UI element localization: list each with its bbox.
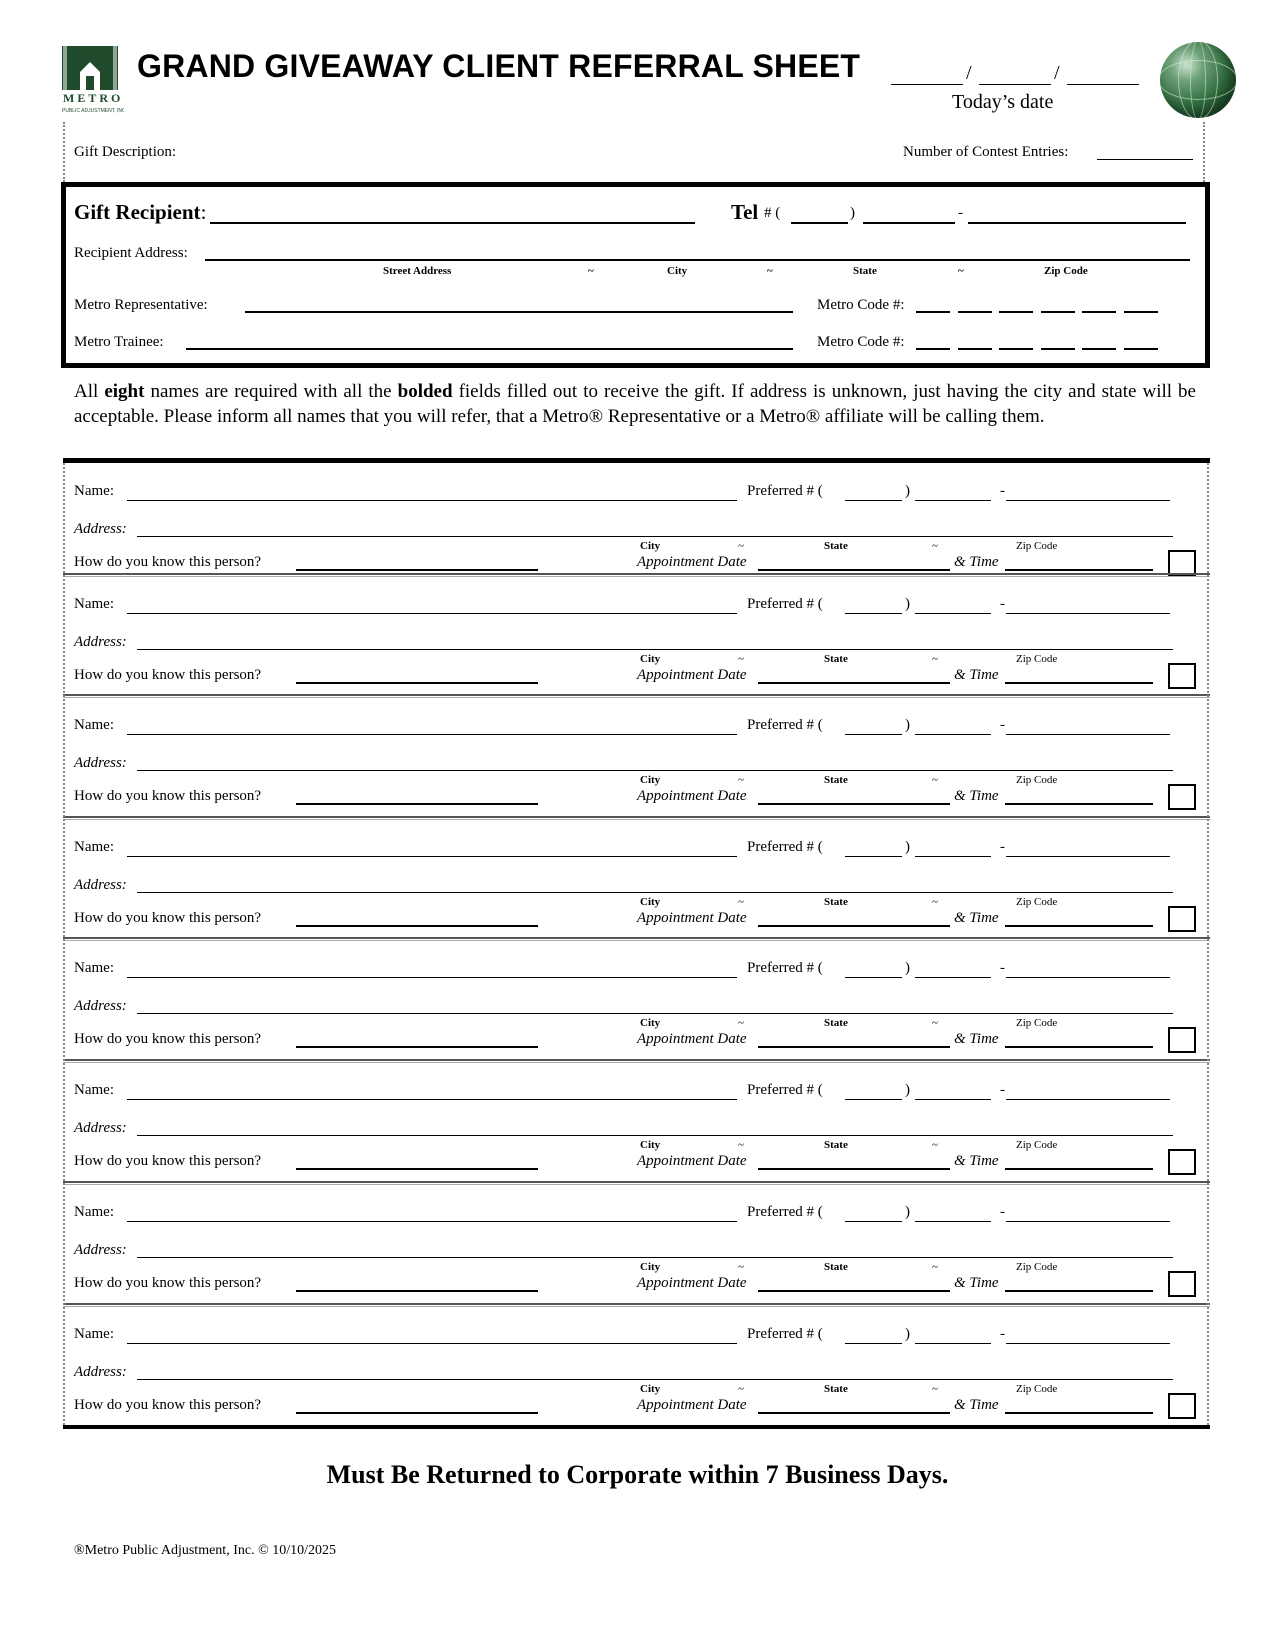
appointment-time-input[interactable]	[1005, 1290, 1153, 1292]
referral-address-input[interactable]	[137, 1257, 1173, 1258]
phone-prefix-input[interactable]	[915, 1099, 991, 1100]
phone-close-paren: )	[905, 839, 910, 855]
tel-line-input[interactable]	[968, 222, 1186, 224]
preferred-phone-label: Preferred # (	[747, 839, 823, 855]
preferred-phone-label: Preferred # (	[747, 483, 823, 499]
appointment-time-input[interactable]	[1005, 925, 1153, 927]
how-know-input[interactable]	[296, 1290, 538, 1292]
caption-state: State	[824, 1383, 848, 1395]
appointment-date-input[interactable]	[758, 1046, 950, 1048]
caption-sep: ~	[738, 1383, 744, 1395]
referral-checkbox[interactable]	[1168, 1271, 1196, 1297]
metro-trainee-label: Metro Trainee:	[74, 334, 164, 350]
caption-sep: ~	[738, 1261, 744, 1273]
metro-house-logo-icon	[62, 46, 124, 114]
gift-description-input[interactable]	[200, 140, 800, 162]
referral-address-input[interactable]	[137, 536, 1173, 537]
referral-address-input[interactable]	[137, 770, 1173, 771]
time-label: & Time	[954, 1397, 999, 1413]
border-dotted-left	[63, 463, 65, 1425]
appointment-date-input[interactable]	[758, 682, 950, 684]
metro-representative-label: Metro Representative:	[74, 297, 208, 313]
phone-area-code-input[interactable]	[845, 613, 902, 614]
copyright-text: ®Metro Public Adjustment, Inc. © 10/10/2025	[74, 1543, 336, 1558]
date-year-field[interactable]	[1067, 84, 1139, 85]
phone-close-paren: )	[905, 1326, 910, 1342]
time-label: & Time	[954, 667, 999, 683]
address-label: Address:	[74, 1242, 127, 1258]
caption-city: City	[640, 653, 661, 665]
caption-zip: Zip Code	[1016, 1139, 1058, 1151]
caption-state: State	[853, 265, 877, 277]
how-know-input[interactable]	[296, 1046, 538, 1048]
tel-hash: # (	[764, 205, 781, 221]
appointment-date-input[interactable]	[758, 569, 950, 571]
address-label: Address:	[74, 755, 127, 771]
how-know-input[interactable]	[296, 569, 538, 571]
phone-area-code-input[interactable]	[845, 977, 902, 978]
phone-line-input[interactable]	[1006, 1221, 1170, 1222]
phone-prefix-input[interactable]	[915, 856, 991, 857]
name-label: Name:	[74, 717, 114, 733]
preferred-phone-label: Preferred # (	[747, 596, 823, 612]
time-label: & Time	[954, 910, 999, 926]
referral-checkbox[interactable]	[1168, 1393, 1196, 1419]
caption-state: State	[824, 540, 848, 552]
referral-name-input[interactable]	[127, 977, 737, 978]
preferred-phone-label: Preferred # (	[747, 1204, 823, 1220]
date-caption: Today’s date	[952, 91, 1054, 113]
border-dotted-right	[1207, 463, 1209, 1425]
metro-representative-input[interactable]	[245, 311, 793, 313]
name-label: Name:	[74, 596, 114, 612]
how-know-input[interactable]	[296, 1412, 538, 1414]
date-month-field[interactable]	[891, 84, 963, 85]
caption-city: City	[640, 1139, 661, 1151]
phone-area-code-input[interactable]	[845, 1221, 902, 1222]
how-know-label: How do you know this person?	[74, 554, 262, 570]
phone-area-code-input[interactable]	[845, 734, 902, 735]
phone-dash: -	[1000, 483, 1005, 499]
phone-close-paren: )	[905, 596, 910, 612]
time-label: & Time	[954, 788, 999, 804]
phone-area-code-input[interactable]	[845, 1099, 902, 1100]
section-divider	[63, 573, 1210, 577]
recipient-address-label: Recipient Address:	[74, 245, 188, 261]
tel-dash: -	[958, 205, 963, 221]
address-label: Address:	[74, 877, 127, 893]
caption-city: City	[640, 1017, 661, 1029]
address-label: Address:	[74, 1120, 127, 1136]
time-label: & Time	[954, 1275, 999, 1291]
phone-dash: -	[1000, 596, 1005, 612]
address-label: Address:	[74, 998, 127, 1014]
caption-zip: Zip Code	[1016, 1261, 1058, 1273]
phone-area-code-input[interactable]	[845, 500, 902, 501]
caption-sep: ~	[932, 896, 938, 908]
name-label: Name:	[74, 839, 114, 855]
metro-code-label: Metro Code #:	[817, 334, 905, 350]
appointment-date-input[interactable]	[758, 1168, 950, 1170]
how-know-input[interactable]	[296, 925, 538, 927]
appointment-time-input[interactable]	[1005, 1046, 1153, 1048]
referral-name-input[interactable]	[127, 1221, 737, 1222]
referral-checkbox[interactable]	[1168, 1149, 1196, 1175]
border-dotted-right	[1203, 122, 1205, 182]
referral-name-input[interactable]	[127, 613, 737, 614]
caption-zip: Zip Code	[1016, 896, 1058, 908]
phone-close-paren: )	[905, 1082, 910, 1098]
referral-name-input[interactable]	[127, 856, 737, 857]
caption-street: Street Address	[383, 265, 452, 277]
gift-description-label: Gift Description:	[74, 144, 177, 160]
referral-checkbox[interactable]	[1168, 906, 1196, 932]
phone-area-code-input[interactable]	[845, 1343, 902, 1344]
caption-state: State	[824, 1139, 848, 1151]
caption-zip: Zip Code	[1016, 774, 1058, 786]
caption-city: City	[640, 1261, 661, 1273]
address-label: Address:	[74, 1364, 127, 1380]
section-divider	[63, 816, 1210, 820]
appointment-time-input[interactable]	[1005, 569, 1153, 571]
phone-line-input[interactable]	[1006, 500, 1170, 501]
appointment-date-label: Appointment Date	[637, 1031, 747, 1047]
globe-icon	[1160, 42, 1236, 118]
phone-prefix-input[interactable]	[915, 500, 991, 501]
referral-checkbox[interactable]	[1168, 784, 1196, 810]
caption-city: City	[640, 1383, 661, 1395]
how-know-label: How do you know this person?	[74, 788, 262, 804]
name-label: Name:	[74, 1204, 114, 1220]
how-know-label: How do you know this person?	[74, 1031, 262, 1047]
caption-sep: ~	[767, 265, 773, 277]
appointment-date-input[interactable]	[758, 1290, 950, 1292]
referral-name-input[interactable]	[127, 500, 737, 501]
caption-sep: ~	[738, 1017, 744, 1029]
caption-sep: ~	[932, 653, 938, 665]
section-divider	[63, 1181, 1210, 1185]
appointment-time-input[interactable]	[1005, 682, 1153, 684]
caption-city: City	[640, 896, 661, 908]
time-label: & Time	[954, 554, 999, 570]
appointment-time-input[interactable]	[1005, 1412, 1153, 1414]
caption-city: City	[640, 774, 661, 786]
caption-zip: Zip Code	[1016, 653, 1058, 665]
address-label: Address:	[74, 521, 127, 537]
appointment-date-label: Appointment Date	[637, 788, 747, 804]
section-divider	[63, 937, 1210, 941]
phone-line-input[interactable]	[1006, 977, 1170, 978]
phone-dash: -	[1000, 960, 1005, 976]
referral-address-input[interactable]	[137, 1379, 1173, 1380]
name-label: Name:	[74, 1326, 114, 1342]
caption-sep: ~	[738, 653, 744, 665]
referral-address-input[interactable]	[137, 892, 1173, 893]
phone-dash: -	[1000, 1082, 1005, 1098]
metro-code-label: Metro Code #:	[817, 297, 905, 313]
page-title: GRAND GIVEAWAY CLIENT REFERRAL SHEET	[137, 48, 861, 84]
referral-address-input[interactable]	[137, 1013, 1173, 1014]
phone-line-input[interactable]	[1006, 1343, 1170, 1344]
caption-sep: ~	[738, 896, 744, 908]
how-know-input[interactable]	[296, 803, 538, 805]
contest-entries-label: Number of Contest Entries:	[903, 144, 1069, 160]
svg-text:PUBLIC ADJUSTMENT, INC.: PUBLIC ADJUSTMENT, INC.	[62, 108, 124, 114]
appointment-date-label: Appointment Date	[637, 1275, 747, 1291]
contest-entries-input[interactable]	[1097, 159, 1193, 160]
caption-zip: Zip Code	[1016, 1383, 1058, 1395]
appointment-date-input[interactable]	[758, 803, 950, 805]
phone-dash: -	[1000, 839, 1005, 855]
how-know-label: How do you know this person?	[74, 667, 262, 683]
section-divider	[63, 458, 1210, 463]
caption-sep: ~	[932, 540, 938, 552]
metro-logo	[62, 46, 124, 114]
referral-name-input[interactable]	[127, 734, 737, 735]
metro-trainee-input[interactable]	[186, 348, 793, 350]
caption-city: City	[640, 540, 661, 552]
recipient-address-input[interactable]	[205, 259, 1190, 261]
appointment-date-label: Appointment Date	[637, 667, 747, 683]
border-dotted-left	[63, 122, 65, 182]
instructions-text: All eight names are required with all the bolded fields filled out to receive the gift. If address is unknown, just having the city and state will be acceptable. Please inform all names that you will refer, that a Metro® Representative or a Metro® affiliate will be calling them.	[74, 381, 1196, 427]
appointment-time-input[interactable]	[1005, 1168, 1153, 1170]
appointment-date-input[interactable]	[758, 1412, 950, 1414]
caption-city: City	[667, 265, 688, 277]
caption-sep: ~	[738, 774, 744, 786]
gift-recipient-label: Gift Recipient:	[74, 200, 207, 224]
time-label: & Time	[954, 1153, 999, 1169]
phone-prefix-input[interactable]	[915, 734, 991, 735]
referral-checkbox[interactable]	[1168, 663, 1196, 689]
phone-close-paren: )	[905, 483, 910, 499]
caption-sep: ~	[738, 540, 744, 552]
caption-sep: ~	[932, 774, 938, 786]
time-label: & Time	[954, 1031, 999, 1047]
preferred-phone-label: Preferred # (	[747, 717, 823, 733]
phone-prefix-input[interactable]	[915, 1221, 991, 1222]
preferred-phone-label: Preferred # (	[747, 1082, 823, 1098]
name-label: Name:	[74, 1082, 114, 1098]
section-divider	[63, 694, 1210, 698]
phone-line-input[interactable]	[1006, 1099, 1170, 1100]
phone-prefix-input[interactable]	[915, 1343, 991, 1344]
phone-dash: -	[1000, 1204, 1005, 1220]
appointment-date-label: Appointment Date	[637, 554, 747, 570]
preferred-phone-label: Preferred # (	[747, 1326, 823, 1342]
section-divider	[63, 1059, 1210, 1063]
caption-sep: ~	[588, 265, 594, 277]
name-label: Name:	[74, 960, 114, 976]
phone-line-input[interactable]	[1006, 734, 1170, 735]
svg-text:METRO: METRO	[63, 91, 124, 105]
caption-sep: ~	[932, 1017, 938, 1029]
caption-sep: ~	[932, 1139, 938, 1151]
how-know-label: How do you know this person?	[74, 1153, 262, 1169]
phone-prefix-input[interactable]	[915, 977, 991, 978]
how-know-label: How do you know this person?	[74, 1397, 262, 1413]
date-separator: /	[1054, 62, 1060, 84]
referral-name-input[interactable]	[127, 1343, 737, 1344]
caption-state: State	[824, 1261, 848, 1273]
appointment-date-label: Appointment Date	[637, 910, 747, 926]
phone-line-input[interactable]	[1006, 613, 1170, 614]
tel-area-code-input[interactable]	[791, 222, 848, 224]
caption-sep: ~	[932, 1383, 938, 1395]
referral-address-input[interactable]	[137, 649, 1173, 650]
how-know-input[interactable]	[296, 682, 538, 684]
section-divider	[63, 1425, 1210, 1429]
phone-area-code-input[interactable]	[845, 856, 902, 857]
caption-zip: Zip Code	[1016, 540, 1058, 552]
return-notice: Must Be Returned to Corporate within 7 Business Days.	[326, 1460, 949, 1489]
referral-checkbox[interactable]	[1168, 1027, 1196, 1053]
tel-label: Tel	[731, 200, 759, 224]
recipient-box	[61, 182, 1210, 368]
phone-close-paren: )	[905, 717, 910, 733]
how-know-label: How do you know this person?	[74, 1275, 262, 1291]
caption-zip: Zip Code	[1044, 265, 1088, 277]
caption-sep: ~	[958, 265, 964, 277]
phone-prefix-input[interactable]	[915, 613, 991, 614]
referral-address-input[interactable]	[137, 1135, 1173, 1136]
caption-sep: ~	[932, 1261, 938, 1273]
appointment-time-input[interactable]	[1005, 803, 1153, 805]
tel-prefix-input[interactable]	[863, 222, 955, 224]
caption-state: State	[824, 896, 848, 908]
phone-close-paren: )	[905, 960, 910, 976]
appointment-date-input[interactable]	[758, 925, 950, 927]
how-know-label: How do you know this person?	[74, 910, 262, 926]
referral-name-input[interactable]	[127, 1099, 737, 1100]
phone-close-paren: )	[905, 1204, 910, 1220]
caption-state: State	[824, 1017, 848, 1029]
appointment-date-label: Appointment Date	[637, 1397, 747, 1413]
name-label: Name:	[74, 483, 114, 499]
date-day-field[interactable]	[979, 84, 1051, 85]
caption-state: State	[824, 653, 848, 665]
phone-line-input[interactable]	[1006, 856, 1170, 857]
caption-zip: Zip Code	[1016, 1017, 1058, 1029]
phone-dash: -	[1000, 1326, 1005, 1342]
caption-sep: ~	[738, 1139, 744, 1151]
gift-recipient-input[interactable]	[210, 222, 695, 224]
appointment-date-label: Appointment Date	[637, 1153, 747, 1169]
preferred-phone-label: Preferred # (	[747, 960, 823, 976]
caption-state: State	[824, 774, 848, 786]
date-separator: /	[966, 62, 972, 84]
phone-dash: -	[1000, 717, 1005, 733]
address-label: Address:	[74, 634, 127, 650]
section-divider	[63, 1303, 1210, 1307]
how-know-input[interactable]	[296, 1168, 538, 1170]
tel-close-paren: )	[850, 205, 855, 221]
